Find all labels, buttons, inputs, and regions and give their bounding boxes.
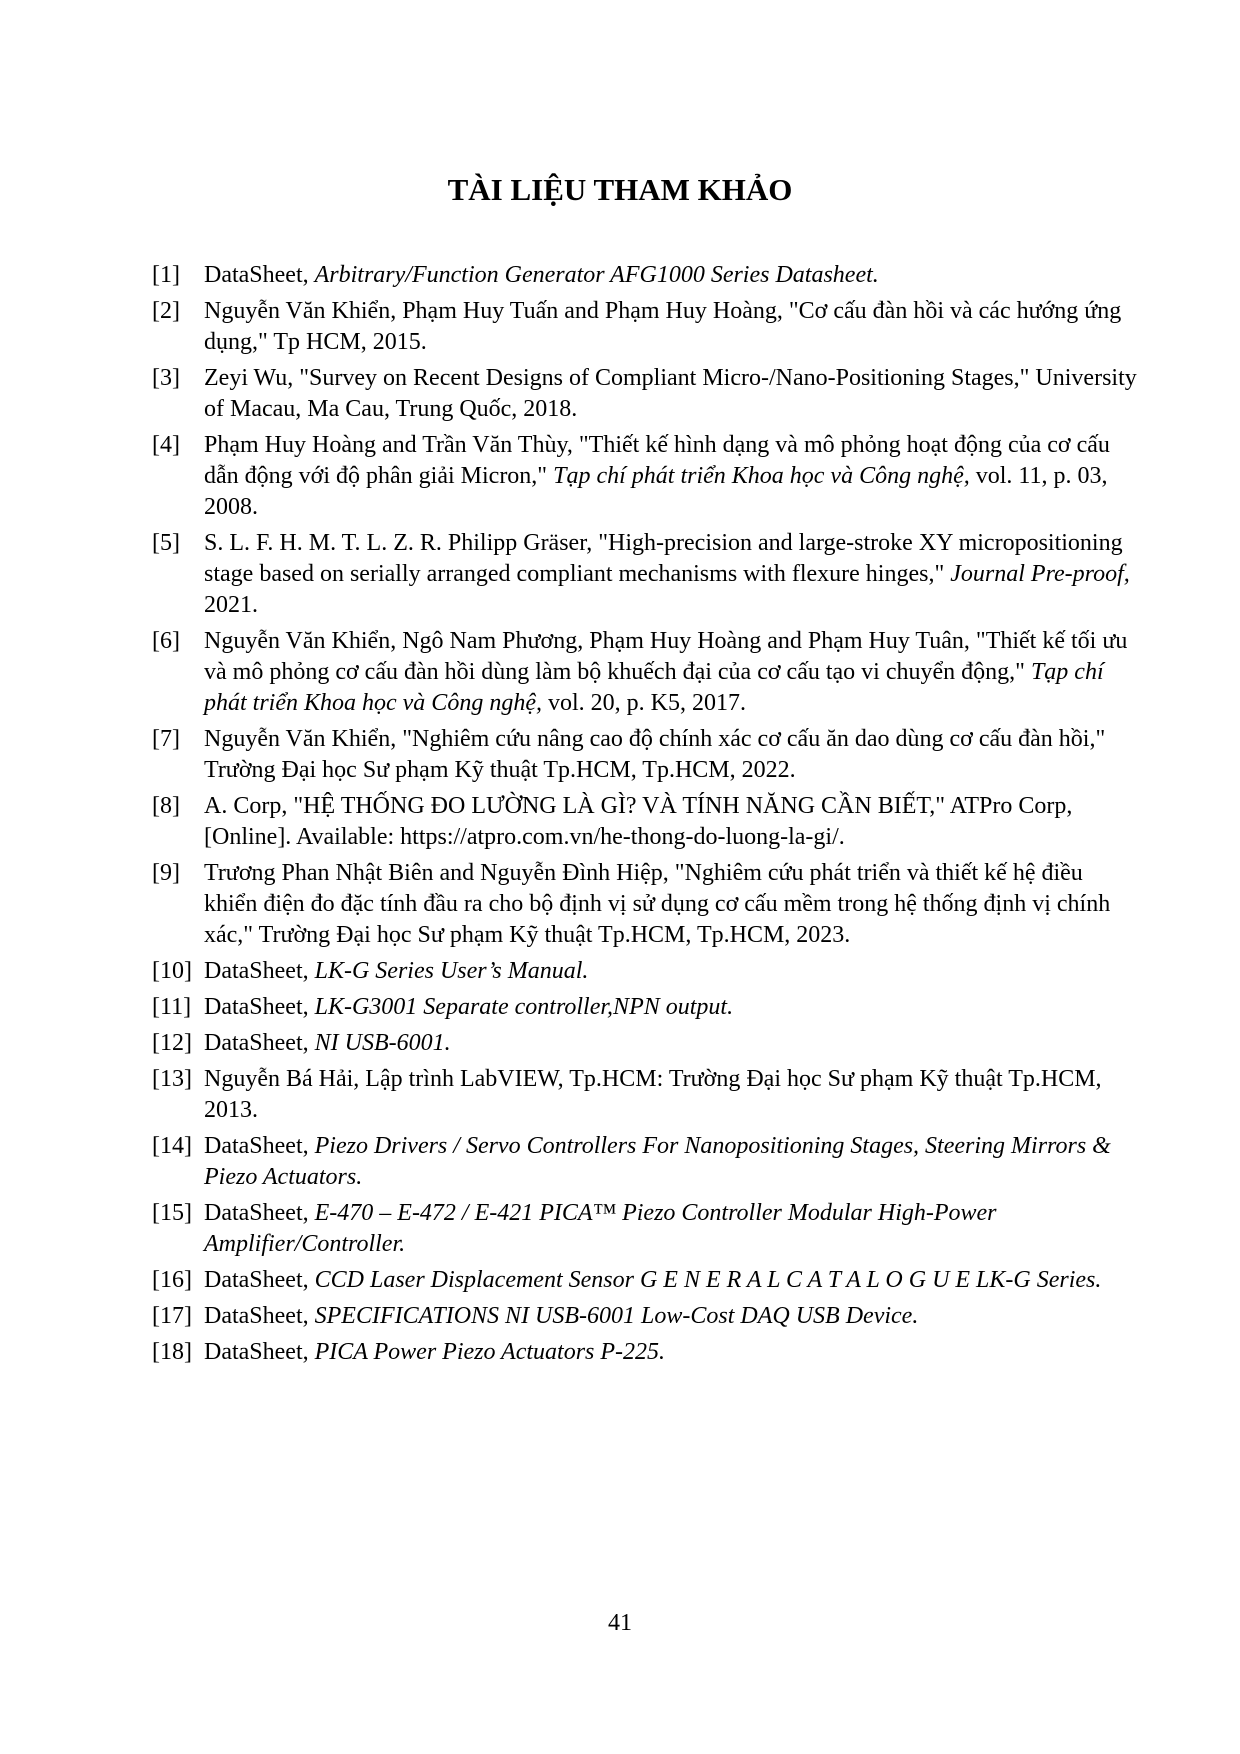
reference-text: Trương Phan Nhật Biên and Nguyễn Đình Hiệp, "Nghiêm cứu phát triển và thiết kế hệ điều khiển điện đo đặc tính đầu ra cho bộ định vị sử dụng cơ cấu mềm trong hệ thống định vị chính xác," Trường Đại học Sư phạm Kỹ thuật Tp.HCM, Tp.HCM, 2023. bbox=[204, 860, 1111, 948]
reference-text: DataSheet, bbox=[204, 1303, 315, 1329]
reference-item bbox=[152, 528, 1142, 621]
reference-text: Zeyi Wu, "Survey on Recent Designs of Compliant Micro-/Nano-Positioning Stages," University of Macau, Ma Cau, Trung Quốc, 2018. bbox=[204, 365, 1137, 422]
reference-number: [16] bbox=[152, 1267, 192, 1293]
reference-title-italic: LK-G3001 Separate controller,NPN output. bbox=[314, 994, 734, 1020]
reference-number: [9] bbox=[152, 860, 180, 886]
reference-text-tail: 2021. bbox=[204, 592, 258, 618]
reference-title-italic: Arbitrary/Function Generator AFG1000 Series Datasheet. bbox=[314, 262, 879, 288]
reference-text: DataSheet, bbox=[204, 1133, 315, 1159]
reference-item bbox=[152, 1337, 1142, 1368]
reference-title-italic: Tạp chí phát triển Khoa học và Công nghệ, bbox=[204, 659, 1104, 716]
reference-list bbox=[152, 260, 1142, 1373]
reference-number: [1] bbox=[152, 262, 180, 288]
reference-item bbox=[152, 1198, 1142, 1260]
reference-text: A. Corp, "HỆ THỐNG ĐO LƯỜNG LÀ GÌ? VÀ TÍNH NĂNG CẦN BIẾT," ATPro Corp, [Online]. Available: https://atpro.com.vn/he-thong-do-luong-la-gi/. bbox=[204, 793, 1073, 850]
reference-text: Nguyễn Bá Hải, Lập trình LabVIEW, Tp.HCM: Trường Đại học Sư phạm Kỹ thuật Tp.HCM, 2013. bbox=[204, 1066, 1102, 1123]
reference-text: Nguyễn Văn Khiển, Ngô Nam Phương, Phạm Huy Hoàng and Phạm Huy Tuân, "Thiết kế tối ưu và mô phỏng cơ cấu đàn hồi dùng làm bộ khuếch đại của cơ cấu tạo vi chuyển động," bbox=[204, 628, 1128, 685]
reference-number: [18] bbox=[152, 1339, 192, 1365]
reference-item bbox=[152, 1064, 1142, 1126]
reference-number: [17] bbox=[152, 1303, 192, 1329]
reference-text: DataSheet, bbox=[204, 1267, 315, 1293]
reference-title-italic: E-470 – E-472 / E-421 PICA™ Piezo Controller Modular High-Power Amplifier/Controller. bbox=[204, 1200, 997, 1257]
reference-text: DataSheet, bbox=[204, 958, 315, 984]
reference-number: [15] bbox=[152, 1200, 192, 1226]
reference-item bbox=[152, 1131, 1142, 1193]
reference-text: DataSheet, bbox=[204, 1200, 315, 1226]
reference-title-italic: CCD Laser Displacement Sensor G E N E R A L C A T A L O G U E LK-G Series. bbox=[314, 1267, 1102, 1293]
reference-number: [6] bbox=[152, 628, 180, 654]
reference-text: DataSheet, bbox=[204, 262, 315, 288]
reference-text-tail: vol. 20, p. K5, 2017. bbox=[541, 690, 746, 716]
reference-title-italic: SPECIFICATIONS NI USB-6001 Low-Cost DAQ USB Device. bbox=[314, 1303, 919, 1329]
reference-number: [4] bbox=[152, 432, 180, 458]
reference-number: [10] bbox=[152, 958, 192, 984]
reference-text: S. L. F. H. M. T. L. Z. R. Philipp Gräser, "High-precision and large-stroke XY micropositioning stage based on serially arranged compliant mechanisms with flexure hinges," bbox=[204, 530, 1123, 587]
reference-number: [3] bbox=[152, 365, 180, 391]
reference-text: Nguyễn Văn Khiển, "Nghiêm cứu nâng cao độ chính xác cơ cấu ăn dao dùng cơ cấu đàn hồi," Trường Đại học Sư phạm Kỹ thuật Tp.HCM, Tp.HCM, 2022. bbox=[204, 726, 1106, 783]
reference-number: [7] bbox=[152, 726, 180, 752]
page-title: TÀI LIỆU THAM KHẢO bbox=[447, 172, 793, 207]
reference-item bbox=[152, 1028, 1142, 1059]
reference-text: DataSheet, bbox=[204, 994, 315, 1020]
reference-item bbox=[152, 992, 1142, 1023]
reference-item bbox=[152, 956, 1142, 987]
reference-number: [12] bbox=[152, 1030, 192, 1056]
reference-title-italic: NI USB-6001. bbox=[314, 1030, 451, 1056]
reference-text-tail: vol. 11, p. 03, 2008. bbox=[204, 463, 1108, 520]
reference-item bbox=[152, 1265, 1142, 1296]
reference-number: [5] bbox=[152, 530, 180, 556]
reference-item bbox=[152, 626, 1142, 719]
reference-title-italic: Journal Pre-proof, bbox=[950, 561, 1130, 587]
page-number: 41 bbox=[608, 1610, 632, 1636]
reference-item bbox=[152, 430, 1142, 523]
reference-number: [14] bbox=[152, 1133, 192, 1159]
reference-number: [13] bbox=[152, 1066, 192, 1092]
reference-number: [8] bbox=[152, 793, 180, 819]
reference-number: [2] bbox=[152, 298, 180, 324]
reference-title-italic: PICA Power Piezo Actuators P-225. bbox=[314, 1339, 666, 1365]
reference-item bbox=[152, 1301, 1142, 1332]
reference-title-italic: LK-G Series User’s Manual. bbox=[314, 958, 589, 984]
reference-item bbox=[152, 260, 1142, 291]
reference-number: [11] bbox=[152, 994, 192, 1020]
reference-title-italic: Tạp chí phát triển Khoa học và Công nghệ, bbox=[553, 463, 970, 489]
reference-text: Phạm Huy Hoàng and Trần Văn Thùy, "Thiết kế hình dạng và mô phỏng hoạt động của cơ cấu dẫn động với độ phân giải Micron," bbox=[204, 432, 1110, 489]
reference-item bbox=[152, 296, 1142, 358]
reference-title-italic: Piezo Drivers / Servo Controllers For Nanopositioning Stages, Steering Mirrors & Piezo Actuators. bbox=[204, 1133, 1111, 1190]
reference-item bbox=[152, 363, 1142, 425]
reference-item bbox=[152, 858, 1142, 951]
reference-text: Nguyễn Văn Khiển, Phạm Huy Tuấn and Phạm Huy Hoàng, "Cơ cấu đàn hồi và các hướng ứng dụng," Tp HCM, 2015. bbox=[204, 298, 1122, 355]
reference-text: DataSheet, bbox=[204, 1339, 315, 1365]
reference-item bbox=[152, 724, 1142, 786]
reference-item bbox=[152, 791, 1142, 853]
reference-text: DataSheet, bbox=[204, 1030, 315, 1056]
